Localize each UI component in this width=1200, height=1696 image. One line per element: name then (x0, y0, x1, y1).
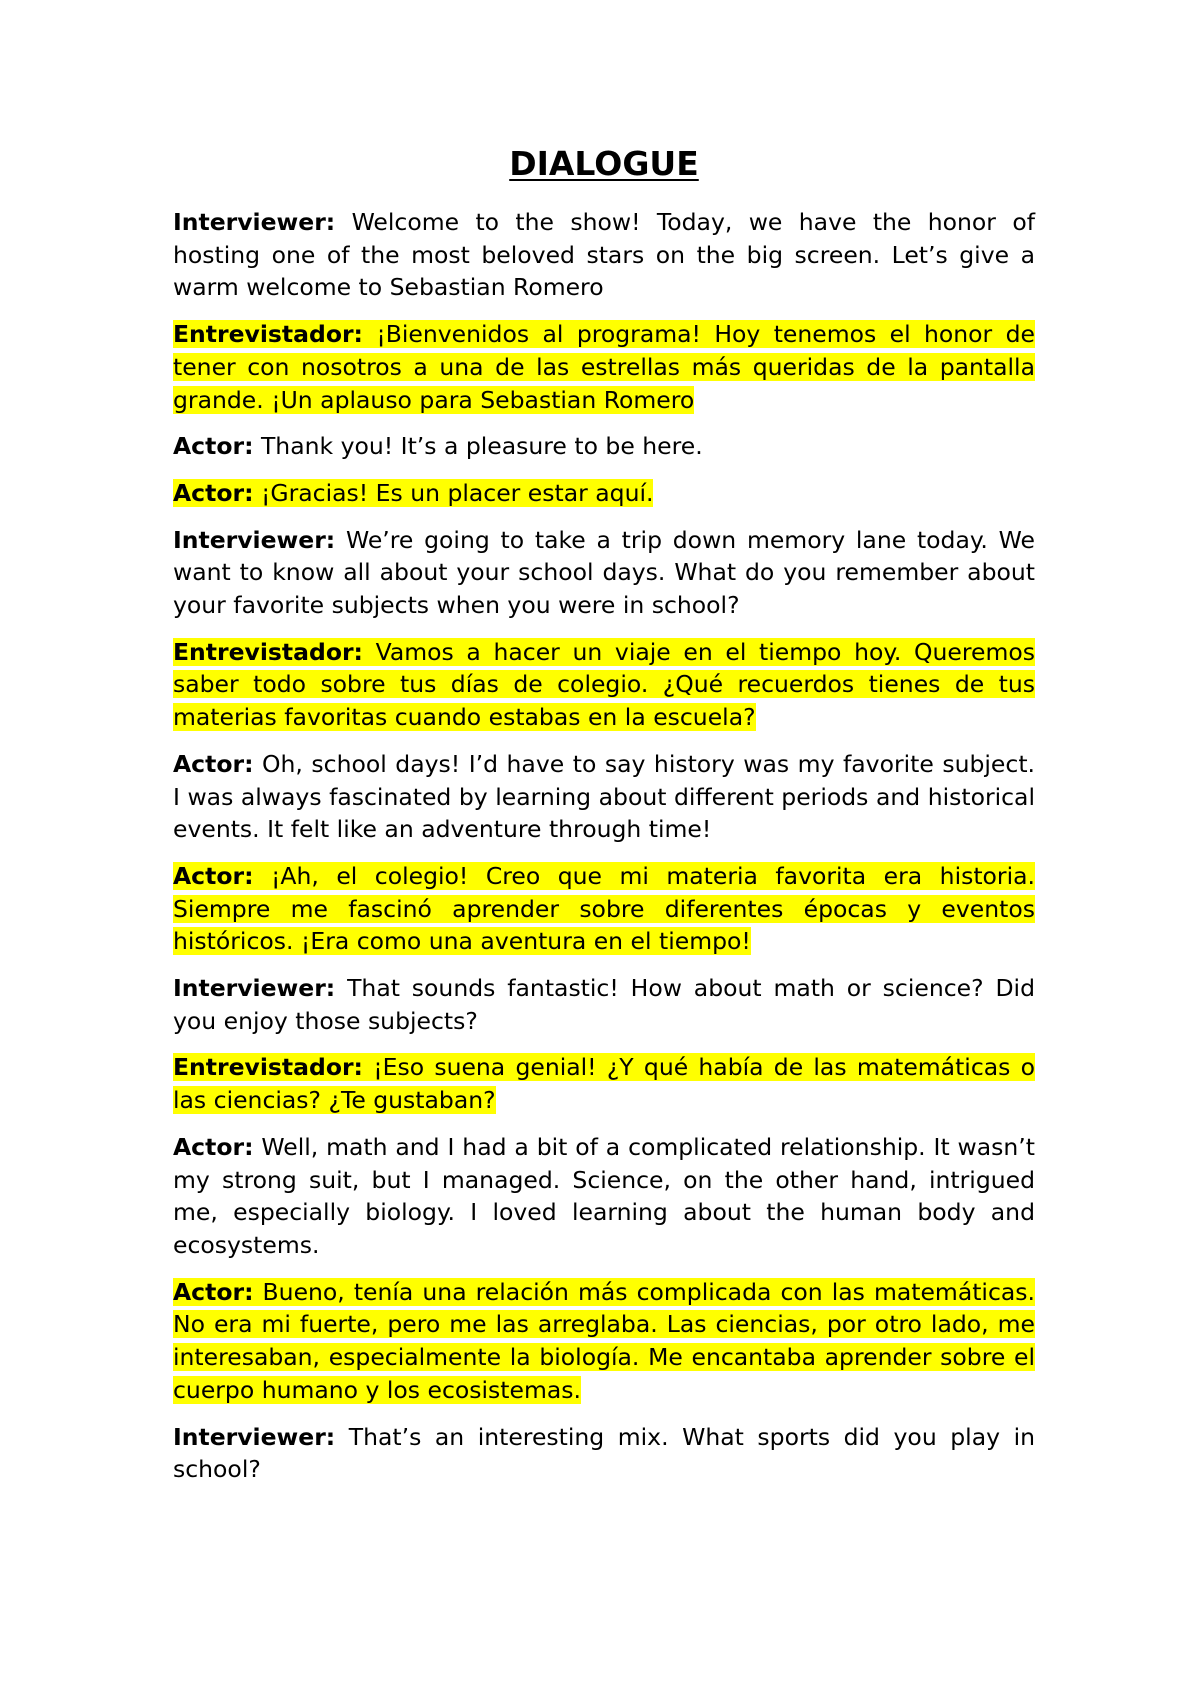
document-page (173, 138, 1035, 1500)
turn-content (173, 1133, 1035, 1259)
dialogue-turn-english (173, 430, 1035, 463)
dialogue-turn-english (173, 972, 1035, 1037)
utterance-text: Bueno, tenía una relación más complicada con las matemáticas. No era mi fuerte, pero me las arreglaba. Las ciencias, por otro lado, me interesaban, especialmente la biología. Me encantaba aprender sobre el cuerpo humano y los ecosistemas. (173, 1277, 1035, 1404)
utterance-text: ¡Eso suena genial! ¿Y qué había de las matemáticas o las ciencias? ¿Te gustaban? (173, 1053, 1035, 1115)
dialogue-turn-spanish (173, 636, 1035, 734)
speaker-label: Entrevistador: (173, 320, 363, 349)
utterance-text: Oh, school days! I’d have to say history was my favorite subject. I was always fascinated by learning about different periods and historical events. It felt like an adventure through time! (173, 749, 1035, 844)
utterance-text: ¡Gracias! Es un placer estar aquí. (253, 478, 654, 507)
speaker-label: Entrevistador: (173, 637, 363, 666)
dialogue-turn-english (173, 206, 1035, 304)
turn-content (173, 1053, 1035, 1114)
turn-content (173, 750, 1035, 843)
speaker-label: Actor: (173, 1277, 254, 1306)
dialogue-turn-english (173, 1421, 1035, 1486)
turn-content (173, 479, 653, 507)
dialogue-turn-spanish (173, 860, 1035, 958)
speaker-label: Actor: (173, 749, 254, 778)
speaker-label: Entrevistador: (173, 1053, 363, 1082)
utterance-text: Vamos a hacer un viaje en el tiempo hoy. Queremos saber todo sobre tus días de colegio. ¿Qué recuerdos tienes de tus materias favoritas cuando estabas en la escuela? (173, 637, 1035, 732)
dialogue-body (173, 206, 1035, 1486)
turn-content (173, 1423, 1035, 1484)
turn-content (173, 638, 1035, 731)
speaker-label: Interviewer: (173, 208, 336, 236)
utterance-text: We’re going to take a trip down memory lane today. We want to know all about your school days. What do you remember about your favorite subjects when you were in school? (173, 525, 1035, 620)
dialogue-turn-spanish (173, 1051, 1035, 1116)
dialogue-turn-english (173, 524, 1035, 622)
turn-content (173, 974, 1035, 1035)
utterance-text: ¡Bienvenidos al programa! Hoy tenemos el honor de tener con nosotros a una de las estrellas más queridas de la pantalla grande. ¡Un aplauso para Sebastian Romero (173, 320, 1035, 414)
utterance-text: That’s an interesting mix. What sports did you play in school? (173, 1422, 1035, 1484)
utterance-text: Well, math and I had a bit of a complicated relationship. It wasn’t my strong suit, but I managed. Science, on the other hand, intrigued me, especially biology. I loved learning about the human body and ecosystems. (173, 1132, 1035, 1259)
utterance-text: Welcome to the show! Today, we have the honor of hosting one of the most beloved stars on the big screen. Let’s give a warm welcome to Sebastian Romero (173, 208, 1035, 302)
turn-content (173, 526, 1035, 619)
speaker-label: Interviewer: (173, 1422, 336, 1451)
utterance-text: That sounds fantastic! How about math or science? Did you enjoy those subjects? (173, 974, 1035, 1035)
turn-content (173, 320, 1035, 413)
speaker-label: Interviewer: (173, 525, 336, 554)
speaker-label: Actor: (173, 1132, 254, 1161)
speaker-label: Actor: (173, 432, 254, 461)
turn-content (173, 1278, 1035, 1404)
speaker-label: Actor: (173, 861, 254, 890)
dialogue-turn-spanish (173, 318, 1035, 416)
dialogue-turn-english (173, 748, 1035, 846)
turn-content (173, 432, 703, 460)
speaker-label: Actor: (173, 478, 254, 507)
turn-content (173, 208, 1035, 301)
dialogue-turn-spanish (173, 477, 1035, 510)
utterance-text: ¡Ah, el colegio! Creo que mi materia favorita era historia. Siempre me fascinó aprender sobre diferentes épocas y eventos históricos. ¡Era como una aventura en el tiempo! (173, 861, 1035, 956)
turn-content (173, 862, 1035, 955)
utterance-text: Thank you! It’s a pleasure to be here. (253, 432, 703, 461)
speaker-label: Interviewer: (173, 974, 336, 1003)
document-title: DIALOGUE (509, 144, 699, 183)
dialogue-turn-english (173, 1131, 1035, 1262)
dialogue-turn-spanish (173, 1276, 1035, 1407)
